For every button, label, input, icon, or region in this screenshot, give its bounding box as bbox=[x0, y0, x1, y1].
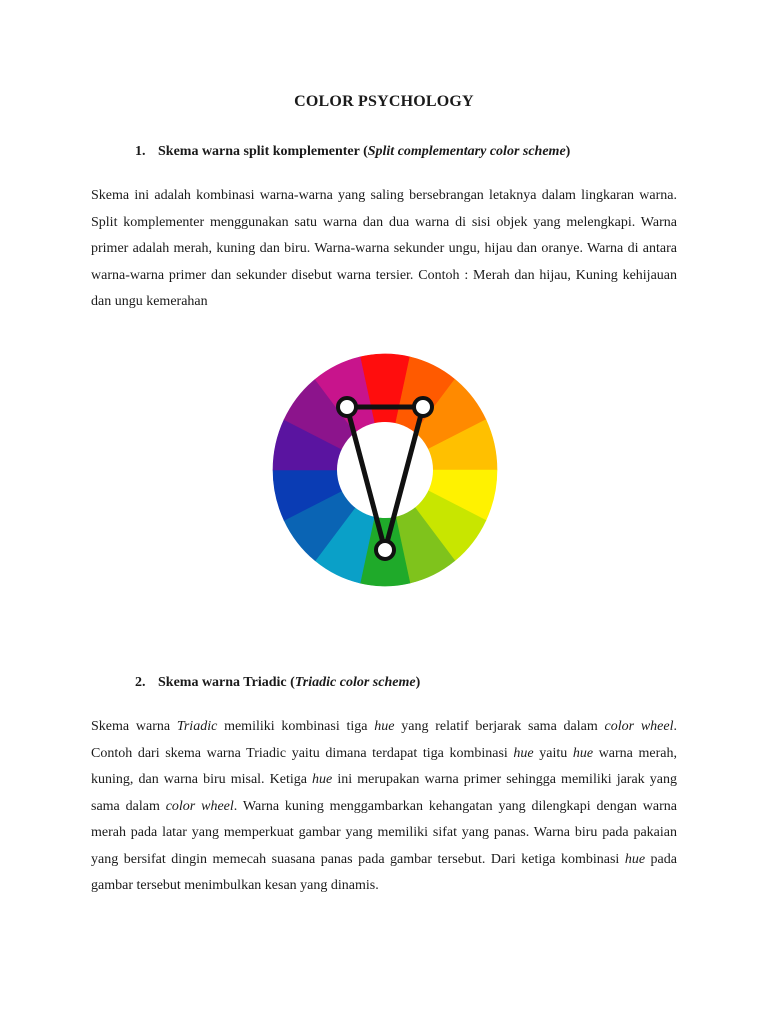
section-2-heading-text: Skema warna Triadic ( bbox=[158, 675, 295, 690]
scheme-hue-marker bbox=[414, 398, 432, 416]
text-run: memiliki kombinasi tiga bbox=[217, 719, 375, 734]
section-1-number: 1. bbox=[135, 144, 146, 159]
scheme-hue-marker bbox=[376, 541, 394, 559]
italic-term: color wheel bbox=[604, 719, 674, 734]
text-run: pada gambar tersebut menimbulkan kesan yang dinamis. bbox=[91, 851, 677, 893]
italic-term: hue bbox=[572, 745, 594, 761]
text-run: Skema warna bbox=[91, 719, 177, 734]
section-2-paragraph bbox=[91, 714, 677, 900]
text-run: . Warna kuning menggambarkan kehangatan yang dilengkapi dengan warna merah pada latar yang memperkuat gambar yang memiliki sifat yang panas. Warna biru pada pakaian yang bersifat dingin memecah suasana panas pada gambar tersebut. Dari ketiga kombinasi bbox=[91, 798, 677, 867]
text-run: yang relatif berjarak sama dalam bbox=[394, 719, 605, 734]
document-title: COLOR PSYCHOLOGY bbox=[294, 93, 474, 110]
italic-term: hue bbox=[374, 719, 395, 734]
split-complementary-color-wheel bbox=[271, 352, 499, 588]
section-1-heading bbox=[135, 144, 570, 160]
text-run: . Contoh dari skema warna Triadic yaitu dimana terdapat tiga kombinasi bbox=[91, 719, 677, 761]
section-2-heading bbox=[135, 675, 420, 691]
section-1-heading-italic: Split complementary color scheme bbox=[367, 144, 566, 159]
section-1-heading-text: Skema warna split komplementer ( bbox=[158, 144, 368, 159]
section-2-heading-italic: Triadic color scheme bbox=[294, 675, 416, 690]
italic-term: hue bbox=[312, 772, 333, 787]
text-run: warna merah, kuning, dan warna biru misal. Ketiga bbox=[91, 745, 677, 787]
italic-term: color wheel bbox=[165, 798, 234, 814]
italic-term: hue bbox=[624, 851, 646, 867]
color-wheel-center-hole bbox=[337, 422, 433, 518]
section-1-paragraph: Skema ini adalah kombinasi warna-warna yang saling bersebrangan letaknya dalam lingkaran warna. Split komplementer menggunakan satu warna dan dua warna di sisi objek yang melengkapi. Warna primer adalah merah, kuning dan biru. Warna-warna sekunder ungu, hijau dan oranye. Warna di antara warna-warna primer dan sekunder disebut warna tersier. Contoh : Merah dan hijau, Kuning kehijauan dan ungu kemerahan bbox=[91, 188, 677, 309]
italic-term: Triadic bbox=[176, 719, 218, 734]
italic-term: hue bbox=[513, 745, 534, 761]
text-run: yaitu bbox=[533, 745, 573, 761]
text-run: ini merupakan warna primer sehingga memiliki jarak yang sama dalam bbox=[91, 772, 677, 814]
scheme-hue-marker bbox=[338, 398, 356, 416]
section-2-heading-close: ) bbox=[415, 675, 421, 690]
section-2-number: 2. bbox=[135, 675, 146, 690]
section-1-heading-close: ) bbox=[565, 144, 571, 159]
